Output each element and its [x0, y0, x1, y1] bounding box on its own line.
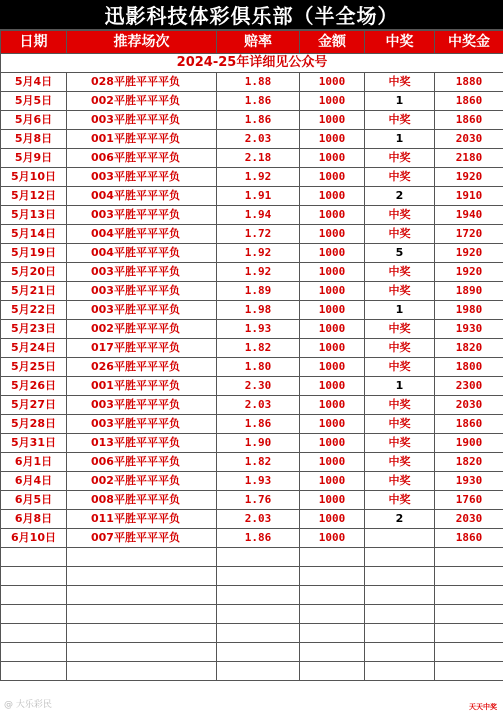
empty-cell [217, 605, 300, 624]
table-row [1, 111, 503, 130]
row-stake: 1000 [300, 491, 365, 510]
row-win: 1 [365, 92, 435, 111]
row-win: 中奖 [365, 415, 435, 434]
row-odds: 1.92 [217, 263, 300, 282]
row-win: 中奖 [365, 206, 435, 225]
row-match: 013平胜平平平负 [67, 434, 217, 453]
row-win: 中奖 [365, 111, 435, 130]
empty-cell [67, 567, 217, 586]
empty-cell [300, 586, 365, 605]
row-match: 003平胜平平平负 [67, 263, 217, 282]
empty-row [1, 567, 503, 586]
row-date: 5月28日 [1, 415, 67, 434]
row-date: 5月12日 [1, 187, 67, 206]
row-stake: 1000 [300, 111, 365, 130]
table-row [1, 510, 503, 529]
empty-cell [67, 605, 217, 624]
empty-cell [300, 567, 365, 586]
row-win: 5 [365, 244, 435, 263]
results-table [0, 30, 503, 681]
row-odds: 1.92 [217, 168, 300, 187]
row-date: 5月10日 [1, 168, 67, 187]
row-date: 5月25日 [1, 358, 67, 377]
row-odds: 1.94 [217, 206, 300, 225]
row-stake: 1000 [300, 472, 365, 491]
empty-cell [1, 605, 67, 624]
table-row [1, 377, 503, 396]
row-stake: 1000 [300, 225, 365, 244]
row-odds: 1.86 [217, 111, 300, 130]
row-odds: 1.89 [217, 282, 300, 301]
row-date: 5月22日 [1, 301, 67, 320]
empty-cell [435, 605, 503, 624]
row-payout: 1820 [435, 453, 503, 472]
subtitle-row [1, 54, 503, 73]
row-match: 008平胜平平平负 [67, 491, 217, 510]
table-row [1, 206, 503, 225]
row-match: 011平胜平平平负 [67, 510, 217, 529]
empty-cell [435, 643, 503, 662]
table-row [1, 92, 503, 111]
row-win: 中奖 [365, 339, 435, 358]
table-row [1, 301, 503, 320]
row-match: 028平胜平平平负 [67, 73, 217, 92]
table-row [1, 415, 503, 434]
empty-cell [365, 662, 435, 681]
table-row [1, 396, 503, 415]
row-date: 6月5日 [1, 491, 67, 510]
row-odds: 1.98 [217, 301, 300, 320]
empty-cell [300, 624, 365, 643]
table-row [1, 453, 503, 472]
row-win: 1 [365, 130, 435, 149]
row-match: 003平胜平平平负 [67, 301, 217, 320]
row-payout: 1930 [435, 472, 503, 491]
row-date: 5月24日 [1, 339, 67, 358]
row-payout: 2300 [435, 377, 503, 396]
row-stake: 1000 [300, 206, 365, 225]
row-win: 中奖 [365, 491, 435, 510]
empty-row [1, 586, 503, 605]
empty-cell [435, 567, 503, 586]
row-stake: 1000 [300, 510, 365, 529]
row-match: 026平胜平平平负 [67, 358, 217, 377]
row-stake: 1000 [300, 92, 365, 111]
row-win [365, 529, 435, 548]
header-date: 日期 [1, 31, 67, 54]
subtitle: 2024-25年详细见公众号 [1, 54, 503, 73]
table-row [1, 434, 503, 453]
watermark-left: @ 大乐彩民 [4, 700, 52, 710]
row-payout: 1860 [435, 111, 503, 130]
empty-row [1, 643, 503, 662]
table-row [1, 491, 503, 510]
row-date: 5月5日 [1, 92, 67, 111]
row-match: 001平胜平平平负 [67, 130, 217, 149]
row-win: 中奖 [365, 73, 435, 92]
empty-cell [435, 548, 503, 567]
row-stake: 1000 [300, 377, 365, 396]
row-match: 004平胜平平平负 [67, 225, 217, 244]
row-odds: 1.88 [217, 73, 300, 92]
row-stake: 1000 [300, 301, 365, 320]
empty-cell [365, 567, 435, 586]
row-match: 003平胜平平平负 [67, 282, 217, 301]
row-date: 6月1日 [1, 453, 67, 472]
table-row [1, 472, 503, 491]
empty-cell [300, 643, 365, 662]
empty-cell [1, 567, 67, 586]
row-win: 中奖 [365, 358, 435, 377]
row-match: 003平胜平平平负 [67, 168, 217, 187]
row-payout: 1720 [435, 225, 503, 244]
row-stake: 1000 [300, 453, 365, 472]
row-odds: 1.82 [217, 339, 300, 358]
row-stake: 1000 [300, 73, 365, 92]
row-payout: 1910 [435, 187, 503, 206]
row-date: 5月8日 [1, 130, 67, 149]
table-row [1, 263, 503, 282]
row-stake: 1000 [300, 187, 365, 206]
row-odds: 1.80 [217, 358, 300, 377]
empty-cell [365, 605, 435, 624]
row-stake: 1000 [300, 339, 365, 358]
row-match: 002平胜平平平负 [67, 472, 217, 491]
row-payout: 2030 [435, 510, 503, 529]
row-odds: 1.76 [217, 491, 300, 510]
row-date: 5月9日 [1, 149, 67, 168]
row-payout: 1940 [435, 206, 503, 225]
row-match: 002平胜平平平负 [67, 92, 217, 111]
row-match: 003平胜平平平负 [67, 206, 217, 225]
row-stake: 1000 [300, 244, 365, 263]
row-stake: 1000 [300, 149, 365, 168]
table-row [1, 339, 503, 358]
row-win: 中奖 [365, 453, 435, 472]
empty-row [1, 662, 503, 681]
empty-cell [300, 605, 365, 624]
row-stake: 1000 [300, 415, 365, 434]
empty-cell [217, 643, 300, 662]
empty-cell [1, 586, 67, 605]
empty-row [1, 605, 503, 624]
empty-cell [217, 567, 300, 586]
empty-row [1, 624, 503, 643]
table-row [1, 225, 503, 244]
row-payout: 2180 [435, 149, 503, 168]
sheet-title: 迅影科技体彩俱乐部（半全场） [0, 0, 503, 30]
row-payout: 1760 [435, 491, 503, 510]
header-row [1, 31, 503, 54]
empty-cell [300, 662, 365, 681]
row-match: 002平胜平平平负 [67, 320, 217, 339]
table-row [1, 149, 503, 168]
row-payout: 1860 [435, 529, 503, 548]
row-odds: 1.86 [217, 529, 300, 548]
empty-cell [67, 624, 217, 643]
empty-cell [365, 624, 435, 643]
row-date: 5月6日 [1, 111, 67, 130]
row-match: 007平胜平平平负 [67, 529, 217, 548]
row-payout: 1860 [435, 92, 503, 111]
row-match: 003平胜平平平负 [67, 111, 217, 130]
row-stake: 1000 [300, 358, 365, 377]
empty-cell [365, 643, 435, 662]
row-win: 中奖 [365, 168, 435, 187]
row-date: 6月4日 [1, 472, 67, 491]
row-odds: 1.92 [217, 244, 300, 263]
row-match: 004平胜平平平负 [67, 244, 217, 263]
empty-cell [217, 586, 300, 605]
row-odds: 2.03 [217, 396, 300, 415]
header-stake: 金额 [300, 31, 365, 54]
empty-cell [435, 586, 503, 605]
row-stake: 1000 [300, 434, 365, 453]
row-date: 5月21日 [1, 282, 67, 301]
header-odds: 赔率 [217, 31, 300, 54]
row-win: 2 [365, 510, 435, 529]
row-date: 5月27日 [1, 396, 67, 415]
row-payout: 1920 [435, 263, 503, 282]
row-match: 001平胜平平平负 [67, 377, 217, 396]
row-stake: 1000 [300, 263, 365, 282]
row-odds: 2.03 [217, 130, 300, 149]
row-match: 017平胜平平平负 [67, 339, 217, 358]
row-date: 5月31日 [1, 434, 67, 453]
empty-cell [435, 624, 503, 643]
row-payout: 2030 [435, 396, 503, 415]
table-row [1, 73, 503, 92]
header-win: 中奖 [365, 31, 435, 54]
table-row [1, 320, 503, 339]
empty-cell [1, 548, 67, 567]
row-win: 2 [365, 187, 435, 206]
row-win: 中奖 [365, 149, 435, 168]
header-payout: 中奖金 [435, 31, 503, 54]
row-odds: 1.86 [217, 92, 300, 111]
table-row [1, 187, 503, 206]
row-match: 006平胜平平平负 [67, 149, 217, 168]
row-payout: 1880 [435, 73, 503, 92]
row-date: 5月26日 [1, 377, 67, 396]
row-payout: 1900 [435, 434, 503, 453]
row-payout: 1890 [435, 282, 503, 301]
row-odds: 1.93 [217, 320, 300, 339]
row-stake: 1000 [300, 396, 365, 415]
row-date: 6月10日 [1, 529, 67, 548]
table-row [1, 358, 503, 377]
row-win: 1 [365, 377, 435, 396]
row-stake: 1000 [300, 168, 365, 187]
row-stake: 1000 [300, 320, 365, 339]
empty-cell [217, 548, 300, 567]
row-date: 5月20日 [1, 263, 67, 282]
row-date: 5月13日 [1, 206, 67, 225]
row-odds: 1.86 [217, 415, 300, 434]
row-odds: 2.30 [217, 377, 300, 396]
row-win: 中奖 [365, 396, 435, 415]
row-match: 003平胜平平平负 [67, 415, 217, 434]
row-stake: 1000 [300, 529, 365, 548]
empty-cell [67, 548, 217, 567]
row-payout: 1800 [435, 358, 503, 377]
row-payout: 1930 [435, 320, 503, 339]
empty-cell [300, 548, 365, 567]
table-row [1, 130, 503, 149]
row-win: 中奖 [365, 263, 435, 282]
empty-row [1, 548, 503, 567]
row-win: 中奖 [365, 225, 435, 244]
row-odds: 1.72 [217, 225, 300, 244]
row-odds: 1.91 [217, 187, 300, 206]
row-payout: 1860 [435, 415, 503, 434]
row-win: 中奖 [365, 282, 435, 301]
row-date: 6月8日 [1, 510, 67, 529]
empty-cell [217, 662, 300, 681]
row-stake: 1000 [300, 130, 365, 149]
empty-cell [1, 624, 67, 643]
table-row [1, 244, 503, 263]
empty-cell [1, 662, 67, 681]
row-date: 5月19日 [1, 244, 67, 263]
row-win: 中奖 [365, 320, 435, 339]
empty-cell [67, 586, 217, 605]
row-odds: 2.18 [217, 149, 300, 168]
row-date: 5月4日 [1, 73, 67, 92]
row-date: 5月14日 [1, 225, 67, 244]
empty-cell [365, 586, 435, 605]
watermark-right: 天天中奖 [469, 703, 497, 711]
row-odds: 1.90 [217, 434, 300, 453]
empty-cell [67, 662, 217, 681]
row-payout: 1920 [435, 244, 503, 263]
row-win: 中奖 [365, 472, 435, 491]
row-date: 5月23日 [1, 320, 67, 339]
row-win: 1 [365, 301, 435, 320]
row-odds: 2.03 [217, 510, 300, 529]
empty-cell [365, 548, 435, 567]
row-win: 中奖 [365, 434, 435, 453]
row-payout: 2030 [435, 130, 503, 149]
empty-cell [1, 643, 67, 662]
row-payout: 1920 [435, 168, 503, 187]
empty-cell [217, 624, 300, 643]
row-match: 004平胜平平平负 [67, 187, 217, 206]
row-match: 006平胜平平平负 [67, 453, 217, 472]
row-odds: 1.82 [217, 453, 300, 472]
row-payout: 1980 [435, 301, 503, 320]
empty-cell [435, 662, 503, 681]
empty-cell [67, 643, 217, 662]
row-odds: 1.93 [217, 472, 300, 491]
table-row [1, 529, 503, 548]
row-match: 003平胜平平平负 [67, 396, 217, 415]
row-stake: 1000 [300, 282, 365, 301]
row-payout: 1820 [435, 339, 503, 358]
header-match: 推荐场次 [67, 31, 217, 54]
table-row [1, 168, 503, 187]
table-row [1, 282, 503, 301]
